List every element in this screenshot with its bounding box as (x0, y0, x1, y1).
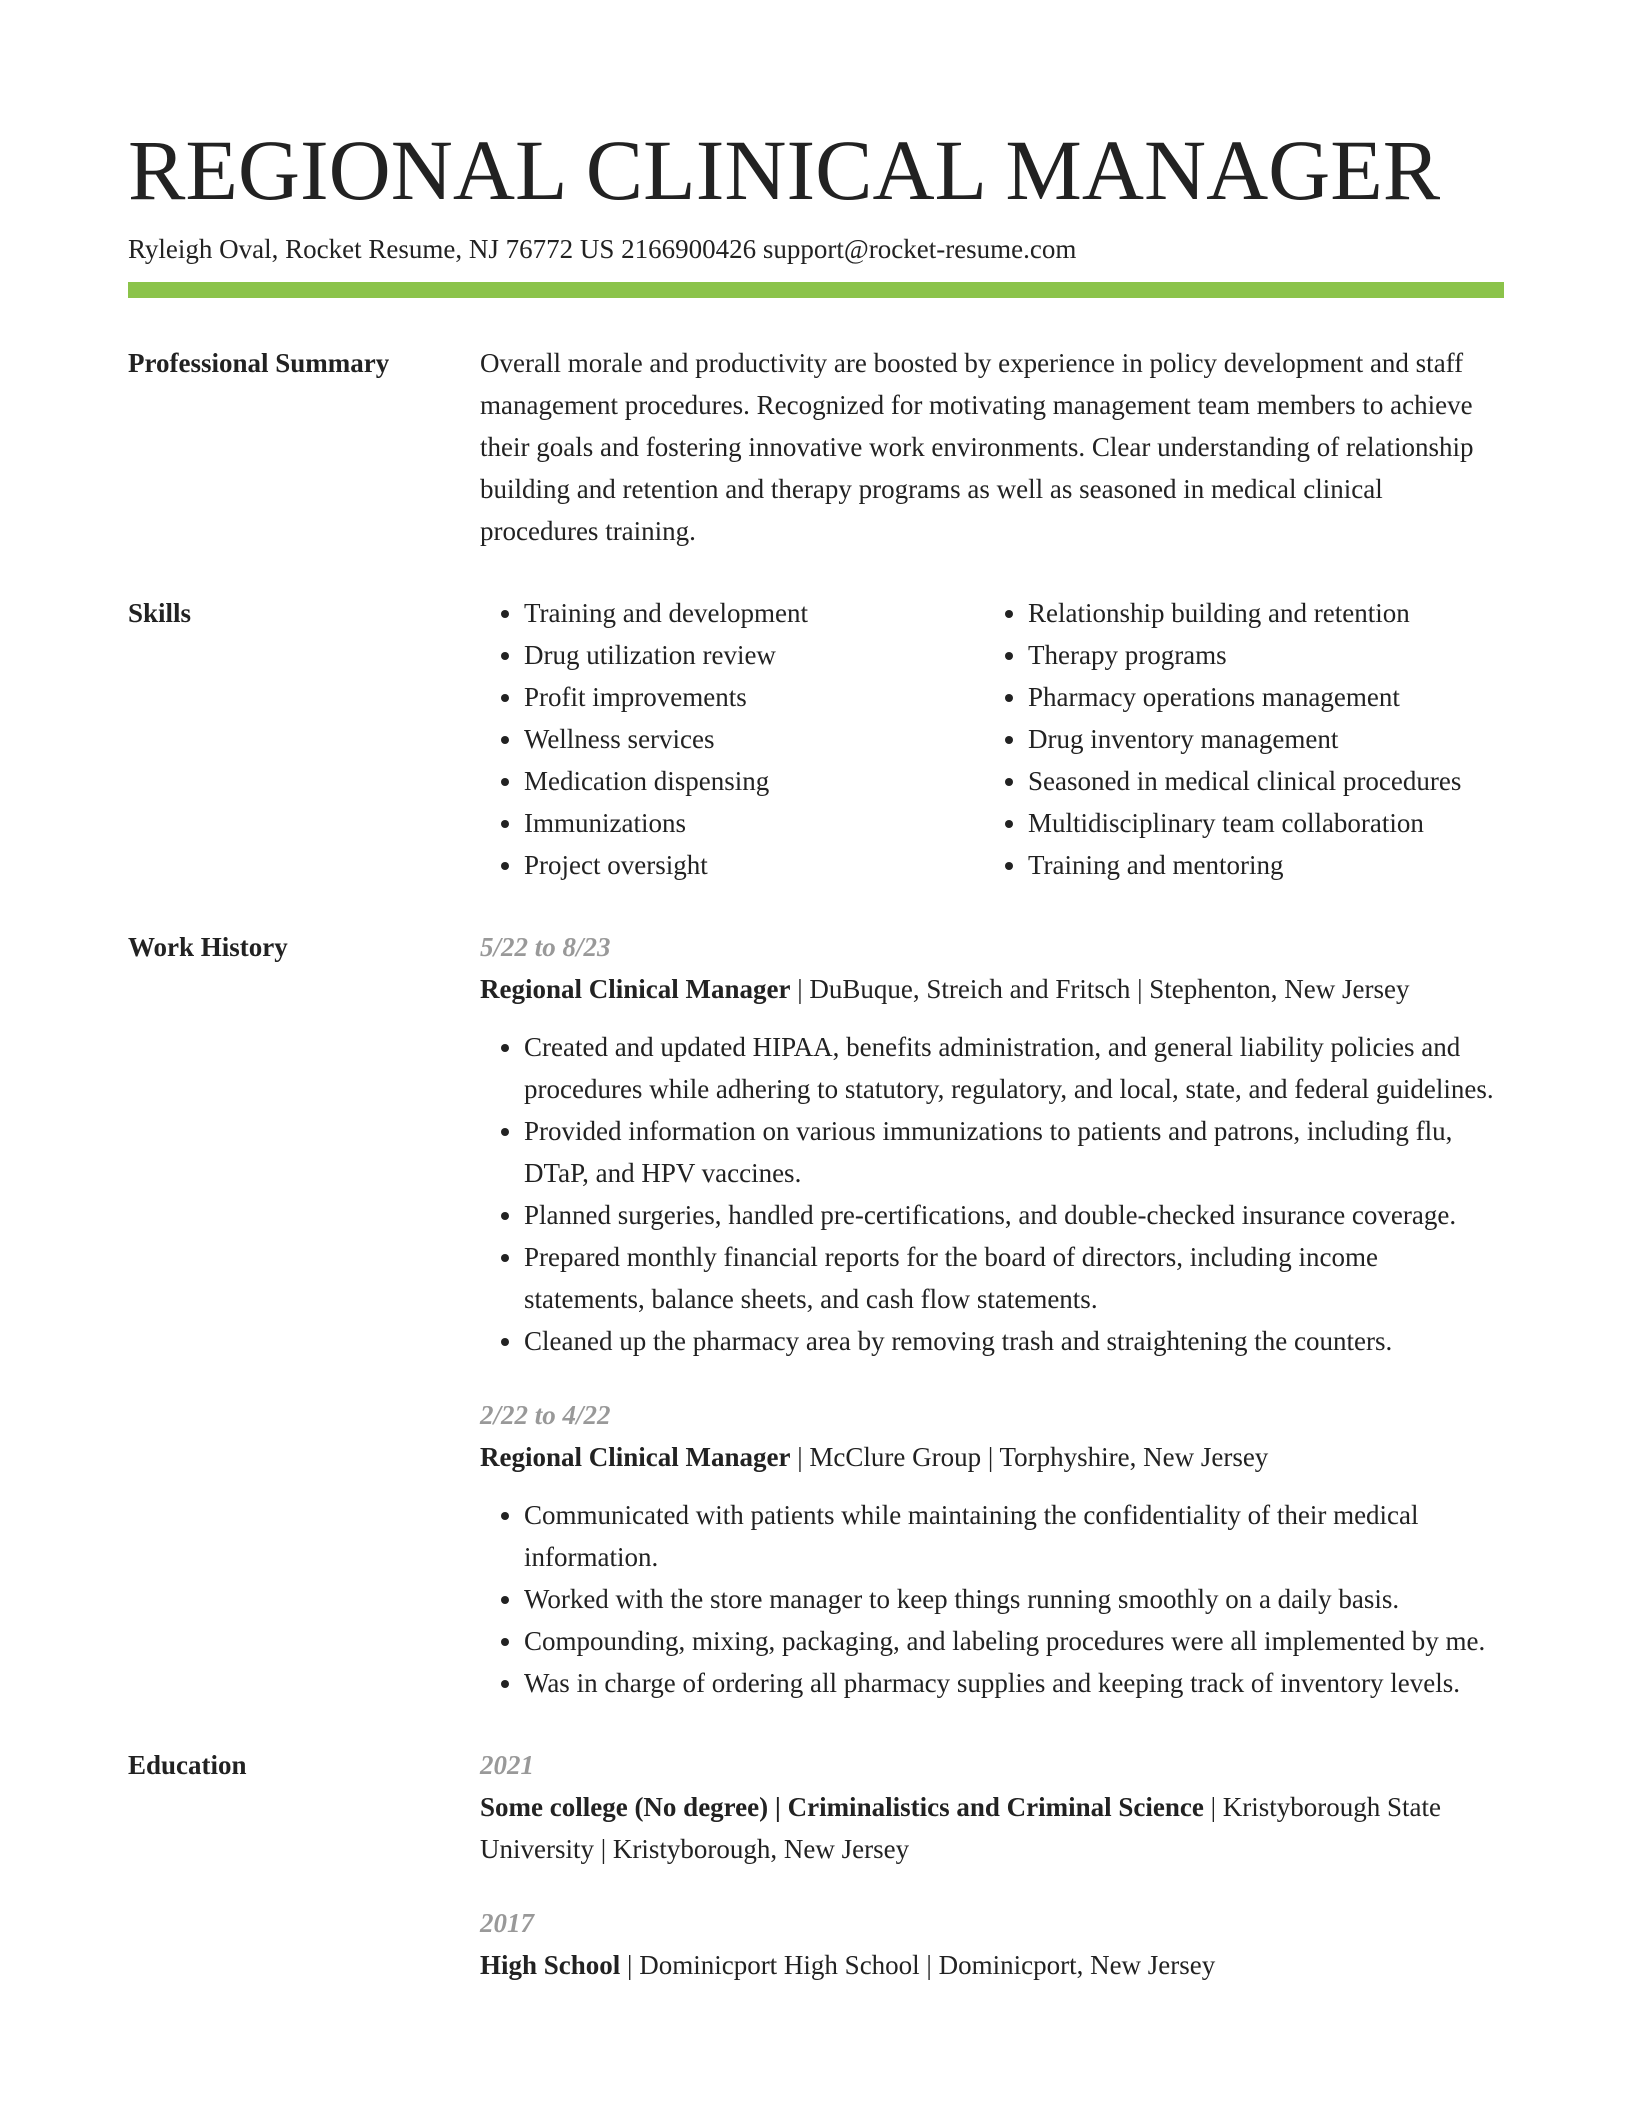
job-bullet: • Compounding, mixing, packaging, and labeling procedures were all implemented by me. (524, 1620, 1504, 1662)
job-employer-location: | McClure Group | Torphyshire, New Jersey (790, 1442, 1269, 1472)
skills-body (480, 592, 1504, 886)
skills-section (128, 592, 1504, 886)
skill-item: • Drug inventory management (1028, 718, 1508, 760)
summary-body (480, 342, 1504, 552)
job-bullet: • Was in charge of ordering all pharmacy supplies and keeping track of inventory levels. (524, 1662, 1504, 1704)
resume-title: REGIONAL CLINICAL MANAGER (128, 122, 1441, 218)
education-year: 2021 (480, 1750, 534, 1780)
summary-section (128, 342, 1504, 552)
summary-text: Overall morale and productivity are boosted by experience in policy development and staff management procedures. Recognized for motivating management team members to achieve their goals and fostering innovative work environments. Clear understanding of relationship building and retention and therapy programs as well as seasoned in medical clinical procedures training. (480, 348, 1474, 546)
job-entry (480, 1394, 1504, 1704)
skill-item: • Therapy programs (1028, 634, 1508, 676)
job-bullet: • Communicated with patients while maintaining the confidentiality of their medical information. (524, 1494, 1504, 1578)
job-title: Regional Clinical Manager (480, 974, 791, 1004)
skill-item: • Wellness services (524, 718, 984, 760)
skill-item: • Relationship building and retention (1028, 592, 1508, 634)
skills-list-right (984, 592, 1508, 886)
job-bullet: • Planned surgeries, handled pre-certifications, and double-checked insurance coverage. (524, 1194, 1504, 1236)
education-entry (480, 1902, 1504, 1986)
section-label-skills: Skills (128, 598, 192, 628)
job-dates: 5/22 to 8/23 (480, 932, 611, 962)
section-label-education: Education (128, 1750, 247, 1780)
skill-item: • Immunizations (524, 802, 984, 844)
education-school-location: | Kristyborough State University | Kristyborough, New Jersey (480, 1792, 1441, 1864)
job-heading (480, 968, 1504, 1010)
job-employer-location: | DuBuque, Streich and Fritsch | Stephenton, New Jersey (790, 974, 1410, 1004)
job-entry (480, 926, 1504, 1362)
job-bullet: • Worked with the store manager to keep things running smoothly on a daily basis. (524, 1578, 1504, 1620)
skill-item: • Medication dispensing (524, 760, 984, 802)
education-school-location: | Dominicport High School | Dominicport, New Jersey (620, 1950, 1216, 1980)
job-title: Regional Clinical Manager (480, 1442, 791, 1472)
job-bullet-list (480, 1026, 1504, 1362)
work-history-body (480, 926, 1504, 1704)
job-bullet: • Provided information on various immunizations to patients and patrons, including flu, DTaP, and HPV vaccines. (524, 1110, 1504, 1194)
education-degree: High School (480, 1950, 621, 1980)
skills-list-left (480, 592, 984, 886)
job-bullet: • Cleaned up the pharmacy area by removing trash and straightening the counters. (524, 1320, 1504, 1362)
skill-item: • Training and mentoring (1028, 844, 1508, 886)
job-bullet-list (480, 1494, 1504, 1704)
job-bullet: • Prepared monthly financial reports for the board of directors, including income statements, balance sheets, and cash flow statements. (524, 1236, 1504, 1320)
skill-item: • Multidisciplinary team collaboration (1028, 802, 1508, 844)
work-history-section (128, 926, 1504, 1704)
skills-columns (480, 592, 1504, 886)
skill-item: • Project oversight (524, 844, 984, 886)
education-year: 2017 (480, 1908, 534, 1938)
education-degree: Some college (No degree) | Criminalistics and Criminal Science (480, 1792, 1204, 1822)
skill-item: • Seasoned in medical clinical procedures (1028, 760, 1508, 802)
accent-divider (128, 282, 1504, 298)
job-dates: 2/22 to 4/22 (480, 1400, 611, 1430)
education-section (128, 1744, 1504, 1986)
education-heading (480, 1786, 1504, 1870)
job-heading (480, 1436, 1504, 1478)
skill-item: • Training and development (524, 592, 984, 634)
skill-item: • Pharmacy operations management (1028, 676, 1508, 718)
skill-item: • Drug utilization review (524, 634, 984, 676)
section-label-summary: Professional Summary (128, 348, 390, 378)
education-heading (480, 1944, 1504, 1986)
education-body (480, 1744, 1504, 1986)
education-entry (480, 1744, 1504, 1870)
job-bullet: • Created and updated HIPAA, benefits administration, and general liability policies and procedures while adhering to statutory, regulatory, and local, state, and federal guidelines. (524, 1026, 1504, 1110)
resume-page (128, 120, 1504, 1986)
contact-line: Ryleigh Oval, Rocket Resume, NJ 76772 US 2166900426 support@rocket-resume.com (128, 234, 1077, 264)
section-label-work-history: Work History (128, 932, 288, 962)
skill-item: • Profit improvements (524, 676, 984, 718)
